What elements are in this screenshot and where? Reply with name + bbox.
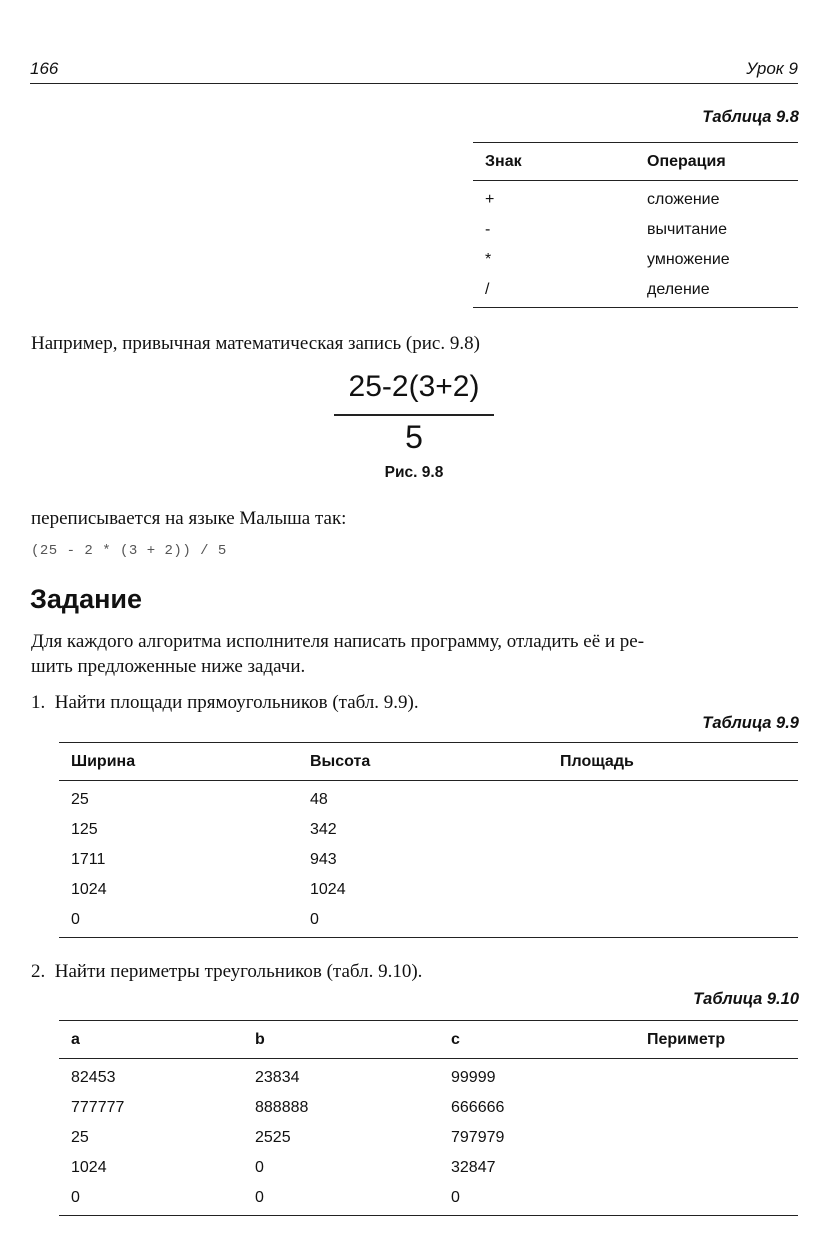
table-cell: 943 — [310, 851, 337, 868]
table-cell — [548, 905, 798, 938]
table-cell: 1024 — [71, 1159, 107, 1176]
task-item-1: 1. Найти площади прямоугольников (табл. 9.9). — [31, 692, 419, 713]
column-header: Площадь — [548, 743, 798, 781]
table-cell: * — [485, 251, 492, 268]
table-cell: / — [473, 275, 635, 308]
formula-numerator: 25-2(3+2) — [348, 370, 480, 403]
table-cell: - — [485, 221, 491, 238]
table-cell: + — [485, 191, 495, 208]
column-header: b — [243, 1021, 439, 1059]
column-header: a — [59, 1021, 243, 1059]
table-9-9-caption: Таблица 9.9 — [702, 714, 799, 732]
task-paragraph-line-1: Для каждого алгоритма исполнителя написать программу, отладить её и ре- — [31, 631, 645, 652]
column-header: Ширина — [59, 743, 298, 781]
table-9-8-caption: Таблица 9.8 — [702, 108, 799, 126]
table-9-8 — [473, 142, 798, 308]
table-row — [59, 781, 798, 816]
table-cell: 82453 — [71, 1069, 116, 1086]
column-header: c — [439, 1021, 635, 1059]
page-number: 166 — [30, 59, 59, 78]
table-cell — [548, 875, 798, 905]
column-header: Знак — [473, 143, 635, 181]
table-cell: 1024 — [71, 881, 107, 898]
task-item-2: 2. Найти периметры треугольников (табл. 9.10). — [31, 961, 423, 982]
table-row — [473, 245, 798, 275]
table-row — [59, 875, 798, 905]
table-cell: 2525 — [255, 1129, 291, 1146]
table-cell — [548, 781, 798, 816]
column-header: Операция — [635, 143, 798, 181]
figure-caption: Рис. 9.8 — [384, 464, 444, 481]
table-cell — [635, 1153, 798, 1183]
table-cell: 666666 — [451, 1099, 505, 1116]
table-cell: 0 — [243, 1183, 439, 1216]
table-cell: 342 — [310, 821, 337, 838]
table-row — [59, 815, 798, 845]
section-heading: Задание — [30, 584, 143, 614]
column-header: Высота — [298, 743, 548, 781]
table-row — [473, 215, 798, 245]
column-header: Периметр — [635, 1021, 798, 1059]
table-cell: 0 — [59, 905, 298, 938]
rewrite-paragraph: переписывается на языке Малыша так: — [31, 508, 347, 529]
table-row — [59, 1183, 798, 1216]
table-cell: 25 — [71, 791, 89, 808]
formula-denominator: 5 — [405, 419, 423, 455]
code-line: (25 - 2 * (3 + 2)) / 5 — [31, 543, 227, 559]
table-row — [59, 845, 798, 875]
table-cell: деление — [635, 275, 798, 308]
table-row — [473, 181, 798, 216]
table-cell: 48 — [310, 791, 328, 808]
intro-paragraph: Например, привычная математическая запись (рис. 9.8) — [31, 333, 480, 354]
table-9-10-caption: Таблица 9.10 — [693, 990, 799, 1008]
header-divider — [30, 83, 798, 84]
table-cell — [635, 1059, 798, 1094]
table-row — [59, 905, 798, 938]
running-header-lesson: Урок 9 — [746, 59, 798, 78]
table-cell — [548, 815, 798, 845]
table-cell: 125 — [71, 821, 98, 838]
table-cell: 32847 — [451, 1159, 496, 1176]
table-9-9 — [59, 742, 798, 938]
table-row — [59, 1123, 798, 1153]
table-cell: 777777 — [71, 1099, 125, 1116]
table-cell: 1711 — [71, 851, 106, 868]
table-9-10 — [59, 1020, 798, 1216]
table-cell: умножение — [647, 251, 730, 268]
table-row — [59, 1093, 798, 1123]
table-row — [59, 1153, 798, 1183]
table-cell: 1024 — [310, 881, 346, 898]
table-cell: 888888 — [255, 1099, 309, 1116]
table-cell: 0 — [59, 1183, 243, 1216]
table-cell: 797979 — [451, 1129, 505, 1146]
table-row — [59, 1059, 798, 1094]
table-row — [473, 275, 798, 308]
table-cell: 0 — [298, 905, 548, 938]
table-cell: 25 — [71, 1129, 89, 1146]
table-cell: сложение — [647, 191, 720, 208]
table-cell — [635, 1093, 798, 1123]
table-cell: 0 — [439, 1183, 635, 1216]
fraction-bar — [334, 414, 494, 416]
table-cell — [635, 1123, 798, 1153]
table-cell: 23834 — [255, 1069, 300, 1086]
table-cell — [635, 1183, 798, 1216]
table-cell: вычитание — [647, 221, 727, 238]
table-cell: 0 — [255, 1159, 264, 1176]
table-cell — [548, 845, 798, 875]
task-paragraph-line-2: шить предложенные ниже задачи. — [31, 656, 306, 677]
table-cell: 99999 — [451, 1069, 496, 1086]
